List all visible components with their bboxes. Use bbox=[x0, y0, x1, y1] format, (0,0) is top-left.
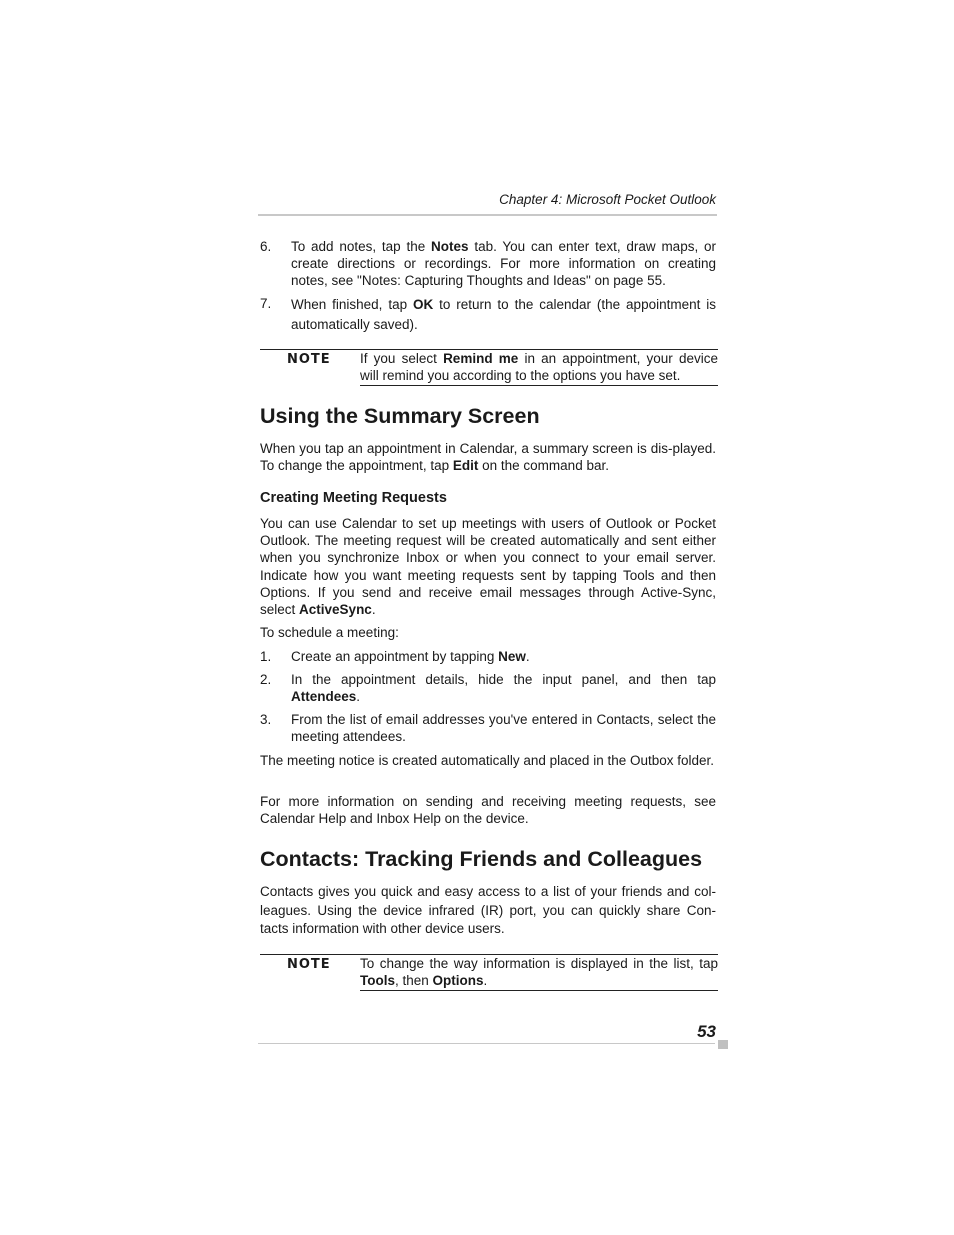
step-text: From the list of email addresses you've entered in Contacts, select the meeting attendees. bbox=[291, 712, 716, 745]
chapter-header: Chapter 4: Microsoft Pocket Outlook bbox=[499, 192, 716, 207]
note-text: If you select Remind me in an appointment, your device will remind you according to the options you have set. bbox=[360, 351, 718, 384]
step-text: When finished, tap OK to return to the calendar (the appointment is automatically saved). bbox=[291, 297, 716, 332]
note-label: NOTE bbox=[287, 957, 331, 972]
paragraph-summary-screen: When you tap an appointment in Calendar, a summary screen is dis-played. To change the appointment, tap Edit on the command bar. bbox=[260, 441, 716, 474]
section-heading-summary-screen: Using the Summary Screen bbox=[260, 404, 540, 428]
paragraph-contacts: Contacts gives you quick and easy access to a list of your friends and col-leagues. Using the device infrared (IR) port, you can quickly share Con-tacts information with other device users. bbox=[260, 884, 716, 936]
page-number: 53 bbox=[697, 1022, 716, 1041]
section-heading-contacts: Contacts: Tracking Friends and Colleagues bbox=[260, 847, 703, 871]
step-number: 6. bbox=[260, 239, 272, 254]
step-number: 7. bbox=[260, 296, 272, 311]
header-rule bbox=[258, 214, 717, 216]
paragraph-meeting-requests: You can use Calendar to set up meetings with users of Outlook or Pocket Outlook. The meeting request will be created automatically and sent either when you synchronize Inbox or when you connect to your email server. Indicate how you want meeting requests sent by tapping Tools and then Options. If you send and receive email messages through Active-Sync, select ActiveSync. bbox=[260, 516, 716, 618]
subsection-heading-meeting-requests: Creating Meeting Requests bbox=[260, 490, 447, 506]
step-text: Create an appointment by tapping New. bbox=[291, 649, 530, 664]
list-item-step-7 bbox=[260, 295, 716, 335]
list-item-step-6 bbox=[260, 238, 716, 290]
note-text: To change the way information is displayed in the list, tap Tools, then Options. bbox=[360, 956, 718, 989]
step-number: 2. bbox=[260, 672, 272, 687]
paragraph-meeting-notice: The meeting notice is created automatically and placed in the Outbox folder. bbox=[260, 753, 715, 768]
step-text: To add notes, tap the Notes tab. You can enter text, draw maps, or create directions or recordings. For more information on creating notes, see "Notes: Capturing Thoughts and Ideas" on page 55. bbox=[291, 239, 716, 289]
note-bottom-rule bbox=[360, 990, 718, 991]
paragraph-more-info: For more information on sending and receiving meeting requests, see Calendar Help and Inbox Help on the device. bbox=[260, 794, 716, 827]
footer-square-marker bbox=[718, 1040, 728, 1049]
note-bottom-rule bbox=[360, 385, 718, 386]
paragraph-schedule-intro: To schedule a meeting: bbox=[260, 625, 399, 640]
footer-rule bbox=[258, 1043, 715, 1044]
step-number: 3. bbox=[260, 712, 272, 727]
step-number: 1. bbox=[260, 649, 272, 664]
list-item-step-3 bbox=[260, 711, 716, 745]
note-label: NOTE bbox=[287, 352, 331, 367]
list-item-step-1 bbox=[260, 648, 716, 665]
step-text: In the appointment details, hide the input panel, and then tap Attendees. bbox=[291, 672, 716, 705]
list-item-step-2 bbox=[260, 671, 716, 705]
